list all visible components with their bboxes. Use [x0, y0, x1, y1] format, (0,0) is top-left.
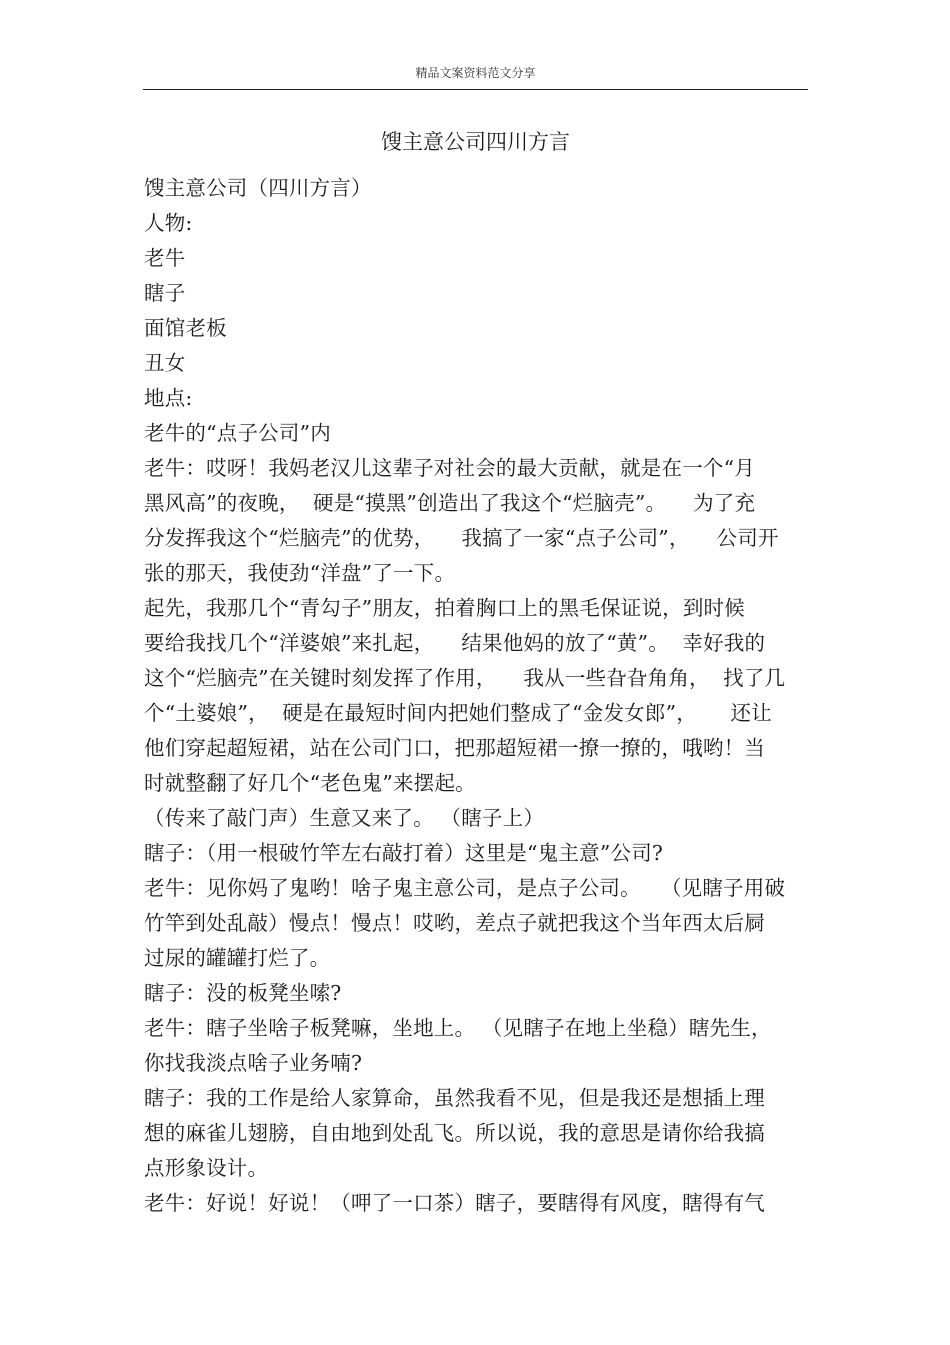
text-line: 瞎子：我的工作是给人家算命，虽然我看不见，但是我还是想插上理	[144, 1086, 765, 1110]
header-divider	[143, 89, 808, 90]
text-line: 老牛：哎呀！我妈老汉儿这辈子对社会的最大贡献，就是在一个“月	[144, 456, 755, 480]
text-line: 张的那天，我使劲“洋盘”了一下。	[144, 561, 456, 585]
page-header: 精品文案资料范文分享	[415, 66, 536, 80]
text-line: 丑女	[144, 351, 186, 375]
text-line: 个“土婆娘”， 硬是在最短时间内把她们整成了“金发女郎”， 还让	[144, 701, 772, 725]
text-line: 馊主意公司（四川方言）	[144, 176, 372, 200]
text-line: 瞎子：（用一根破竹竿左右敲打着）这里是“鬼主意”公司?	[144, 841, 664, 865]
text-line: 地点:	[144, 386, 193, 410]
document-title: 馊主意公司四川方言	[381, 130, 570, 154]
text-line: 老牛：瞎子坐啥子板凳嘛，坐地上。 （见瞎子在地上坐稳）瞎先生，	[144, 1016, 772, 1040]
text-line: 老牛：好说！好说！（呷了一口茶）瞎子，要瞎得有风度，瞎得有气	[144, 1191, 765, 1215]
text-line: 瞎子	[144, 281, 186, 305]
text-line: 这个“烂脑壳”在关键时刻发挥了作用， 我从一些旮旮角角， 找了几	[144, 666, 786, 690]
text-line: 人物:	[144, 211, 193, 235]
text-line: 老牛：见你妈了鬼哟！啥子鬼主意公司，是点子公司。 （见瞎子用破	[144, 876, 786, 900]
text-line: 老牛	[144, 246, 186, 270]
text-line: 瞎子：没的板凳坐嗦?	[144, 981, 342, 1005]
text-line: 面馆老板	[144, 316, 227, 340]
text-line: 黑风高”的夜晚， 硬是“摸黑”创造出了我这个“烂脑壳”。 为了充	[144, 491, 756, 515]
text-line: 时就整翻了好几个“老色鬼”来摆起。	[144, 771, 476, 795]
text-line: 想的麻雀儿翅膀，自由地到处乱飞。所以说，我的意思是请你给我搞	[144, 1121, 765, 1145]
text-line: 要给我找几个“洋婆娘”来扎起， 结果他妈的放了“黄”。 幸好我的	[144, 631, 766, 655]
text-line: 竹竿到处乱敲）慢点！慢点！哎哟，差点子就把我这个当年西太后屙	[144, 911, 765, 935]
text-line: 起先，我那几个“青勾子”朋友，拍着胸口上的黑毛保证说，到时候	[144, 596, 745, 620]
text-line: 他们穿起超短裙，站在公司门口，把那超短裙一撩一撩的，哦哟！当	[144, 736, 765, 760]
document-body	[144, 171, 808, 1221]
text-line: 老牛的“点子公司”内	[144, 421, 331, 445]
text-line: 过尿的罐罐打烂了。	[144, 946, 331, 970]
text-line: 分发挥我这个“烂脑壳”的优势， 我搞了一家“点子公司”， 公司开	[144, 526, 779, 550]
text-line: （传来了敲门声）生意又来了。 （瞎子上）	[144, 806, 545, 830]
text-line: 点形象设计。	[144, 1156, 269, 1180]
text-line: 你找我淡点啥子业务喃?	[144, 1051, 363, 1075]
